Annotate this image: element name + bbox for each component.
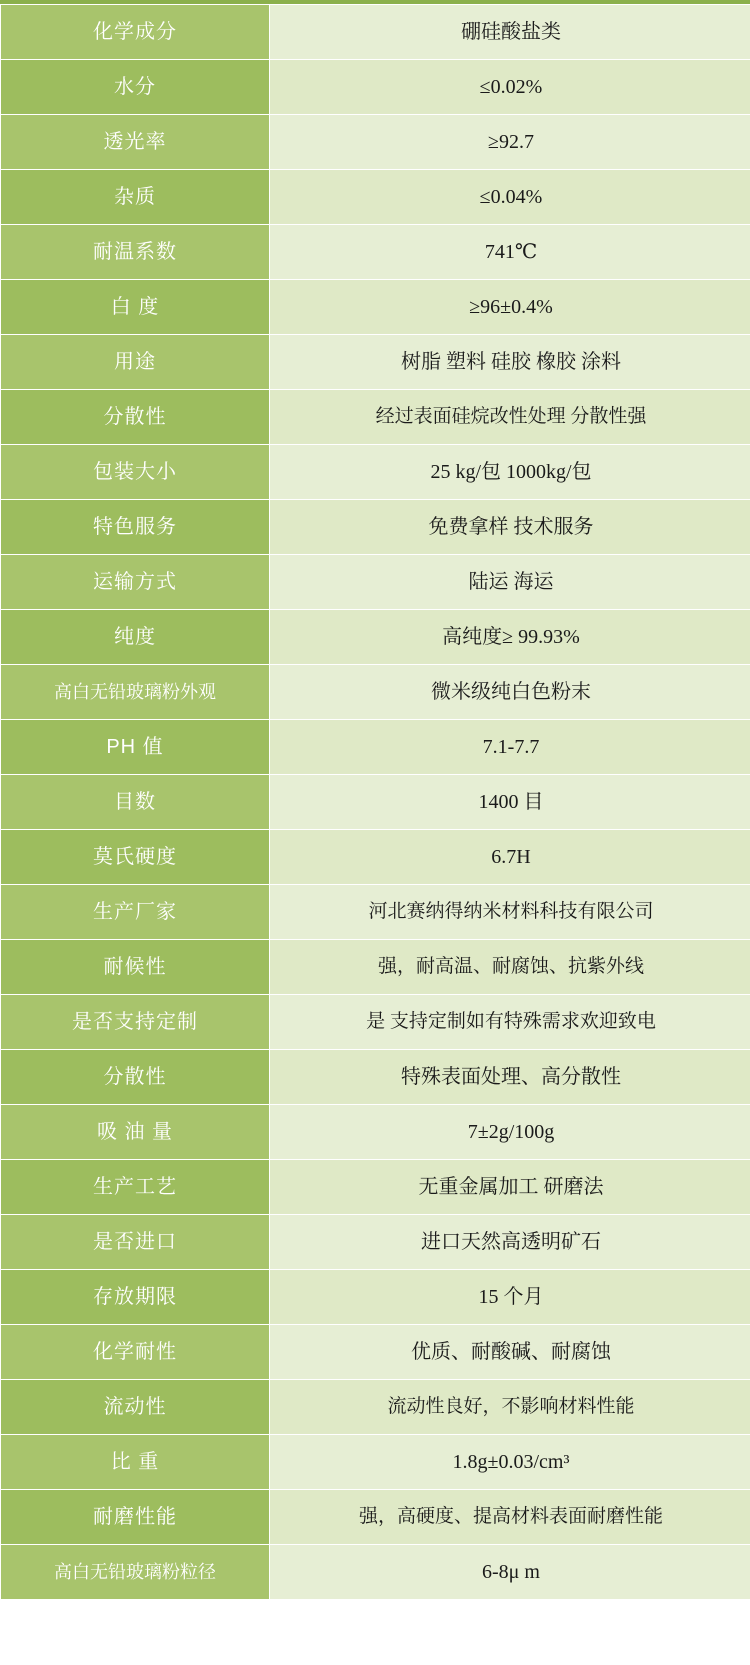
spec-label-cell xyxy=(1,280,270,335)
spec-label-cell xyxy=(1,1545,270,1600)
spec-label-cell xyxy=(1,555,270,610)
spec-value: ≥92.7 xyxy=(488,131,534,153)
spec-value-cell xyxy=(270,1160,750,1215)
spec-value: 树脂 塑料 硅胶 橡胶 涂料 xyxy=(401,351,621,373)
spec-label: 包装大小 xyxy=(93,461,177,483)
spec-value: 免费拿样 技术服务 xyxy=(428,516,594,538)
spec-label: PH 值 xyxy=(106,736,164,758)
spec-value-cell xyxy=(270,610,750,665)
spec-label: 化学耐性 xyxy=(93,1341,177,1363)
table-row xyxy=(1,445,750,500)
table-row xyxy=(1,1435,750,1490)
spec-label: 分散性 xyxy=(103,406,167,428)
spec-label-cell xyxy=(1,115,270,170)
spec-label: 耐温系数 xyxy=(93,241,177,263)
table-row xyxy=(1,1380,750,1435)
spec-label-cell xyxy=(1,830,270,885)
table-row xyxy=(1,115,750,170)
table-row xyxy=(1,335,750,390)
spec-label: 耐磨性能 xyxy=(93,1506,177,1528)
spec-value-cell xyxy=(270,5,750,60)
spec-label-cell xyxy=(1,390,270,445)
spec-value-cell xyxy=(270,1490,750,1545)
spec-value: 进口天然高透明矿石 xyxy=(421,1231,601,1253)
spec-label: 运输方式 xyxy=(93,571,177,593)
spec-value-cell xyxy=(270,1325,750,1380)
spec-value-cell xyxy=(270,555,750,610)
spec-label: 水分 xyxy=(114,76,156,98)
spec-value-cell xyxy=(270,1050,750,1105)
spec-value-cell xyxy=(270,170,750,225)
spec-label: 流动性 xyxy=(103,1396,167,1418)
spec-label: 纯度 xyxy=(114,626,156,648)
table-row xyxy=(1,830,750,885)
spec-value: 6.7H xyxy=(491,846,531,868)
spec-label-cell xyxy=(1,1435,270,1490)
table-row xyxy=(1,1105,750,1160)
spec-value: 流动性良好，不影响材料性能 xyxy=(387,1396,635,1417)
spec-label-cell xyxy=(1,170,270,225)
spec-value-cell xyxy=(270,665,750,720)
table-row xyxy=(1,280,750,335)
spec-label-cell xyxy=(1,720,270,775)
spec-label: 目数 xyxy=(114,791,156,813)
spec-label-cell xyxy=(1,335,270,390)
spec-value-cell xyxy=(270,280,750,335)
spec-value: 陆运 海运 xyxy=(468,571,554,593)
spec-label: 高白无铅玻璃粉粒径 xyxy=(54,1562,216,1582)
spec-label-cell xyxy=(1,940,270,995)
spec-value-cell xyxy=(270,775,750,830)
spec-value-cell xyxy=(270,1270,750,1325)
table-row xyxy=(1,775,750,830)
spec-label: 白 度 xyxy=(110,296,160,318)
spec-value-cell xyxy=(270,60,750,115)
spec-value: ≥96±0.4% xyxy=(469,296,553,318)
spec-label: 耐候性 xyxy=(103,956,167,978)
table-row xyxy=(1,500,750,555)
spec-value-cell xyxy=(270,445,750,500)
spec-label-cell xyxy=(1,1050,270,1105)
spec-value: 是 支持定制如有特殊需求欢迎致电 xyxy=(366,1011,656,1032)
spec-label-cell xyxy=(1,445,270,500)
spec-label-cell xyxy=(1,1380,270,1435)
spec-label: 用途 xyxy=(114,351,156,373)
spec-value-cell xyxy=(270,390,750,445)
spec-value: 硼硅酸盐类 xyxy=(461,21,561,43)
spec-value: 1.8g±0.03/cm³ xyxy=(452,1451,570,1473)
spec-label-cell xyxy=(1,775,270,830)
spec-label-cell xyxy=(1,60,270,115)
spec-label: 是否支持定制 xyxy=(72,1011,198,1033)
spec-label: 存放期限 xyxy=(93,1286,177,1308)
spec-label-cell xyxy=(1,500,270,555)
spec-value: 强，高硬度、提高材料表面耐磨性能 xyxy=(358,1506,663,1527)
spec-value: 6-8μ m xyxy=(482,1561,540,1583)
spec-label: 特色服务 xyxy=(93,516,177,538)
spec-label: 比 重 xyxy=(110,1451,160,1473)
table-row xyxy=(1,1490,750,1545)
spec-table-body xyxy=(1,5,750,1600)
table-row xyxy=(1,665,750,720)
spec-value-cell xyxy=(270,1545,750,1600)
spec-label-cell xyxy=(1,5,270,60)
table-row xyxy=(1,390,750,445)
spec-label-cell xyxy=(1,1160,270,1215)
spec-value: 微米级纯白色粉末 xyxy=(431,681,591,703)
spec-value-cell xyxy=(270,720,750,775)
spec-value: 优质、耐酸碱、耐腐蚀 xyxy=(411,1341,611,1363)
spec-value: 7±2g/100g xyxy=(467,1121,555,1143)
table-row xyxy=(1,555,750,610)
spec-label: 高白无铅玻璃粉外观 xyxy=(54,682,216,702)
table-row xyxy=(1,610,750,665)
spec-label-cell xyxy=(1,665,270,720)
table-row xyxy=(1,5,750,60)
spec-label: 杂质 xyxy=(114,186,156,208)
spec-value-cell xyxy=(270,885,750,940)
spec-label-cell xyxy=(1,995,270,1050)
spec-label: 是否进口 xyxy=(93,1231,177,1253)
spec-value: 经过表面硅烷改性处理 分散性强 xyxy=(375,406,647,427)
spec-value-cell xyxy=(270,1435,750,1490)
spec-value: 无重金属加工 研磨法 xyxy=(418,1176,604,1198)
spec-value: 15 个月 xyxy=(478,1286,544,1308)
spec-value: 1400 目 xyxy=(478,791,544,813)
spec-value-cell xyxy=(270,225,750,280)
spec-label: 吸 油 量 xyxy=(96,1121,174,1143)
spec-label-cell xyxy=(1,1270,270,1325)
table-row xyxy=(1,1545,750,1600)
spec-value-cell xyxy=(270,940,750,995)
spec-value: 高纯度≥ 99.93% xyxy=(442,626,580,648)
spec-value: 特殊表面处理、高分散性 xyxy=(401,1066,621,1088)
table-row xyxy=(1,720,750,775)
table-row xyxy=(1,1215,750,1270)
spec-value: 741℃ xyxy=(484,241,538,263)
spec-value: ≤0.04% xyxy=(479,186,543,208)
spec-label: 莫氏硬度 xyxy=(93,846,177,868)
table-row xyxy=(1,1050,750,1105)
spec-label-cell xyxy=(1,1105,270,1160)
table-row xyxy=(1,225,750,280)
spec-value-cell xyxy=(270,115,750,170)
spec-value-cell xyxy=(270,1215,750,1270)
table-row xyxy=(1,995,750,1050)
table-row xyxy=(1,170,750,225)
table-row xyxy=(1,885,750,940)
spec-label-cell xyxy=(1,1325,270,1380)
spec-value-cell xyxy=(270,995,750,1050)
spec-label-cell xyxy=(1,1215,270,1270)
spec-value: ≤0.02% xyxy=(479,76,543,98)
spec-value: 河北赛纳得纳米材料科技有限公司 xyxy=(368,901,654,922)
spec-label-cell xyxy=(1,610,270,665)
spec-value: 25 kg/包 1000kg/包 xyxy=(430,461,592,483)
spec-label: 化学成分 xyxy=(93,21,177,43)
spec-table xyxy=(0,4,750,1600)
spec-value-cell xyxy=(270,1380,750,1435)
table-row xyxy=(1,60,750,115)
table-row xyxy=(1,1270,750,1325)
spec-label: 生产厂家 xyxy=(93,901,177,923)
spec-value-cell xyxy=(270,335,750,390)
spec-value: 7.1-7.7 xyxy=(482,736,540,758)
spec-value: 强，耐高温、耐腐蚀、抗紫外线 xyxy=(377,956,644,977)
spec-value-cell xyxy=(270,1105,750,1160)
table-row xyxy=(1,1160,750,1215)
spec-label: 生产工艺 xyxy=(93,1176,177,1198)
spec-value-cell xyxy=(270,500,750,555)
spec-label-cell xyxy=(1,885,270,940)
table-row xyxy=(1,1325,750,1380)
spec-label-cell xyxy=(1,1490,270,1545)
spec-label: 分散性 xyxy=(103,1066,167,1088)
spec-label: 透光率 xyxy=(103,131,167,153)
spec-label-cell xyxy=(1,225,270,280)
table-row xyxy=(1,940,750,995)
spec-value-cell xyxy=(270,830,750,885)
